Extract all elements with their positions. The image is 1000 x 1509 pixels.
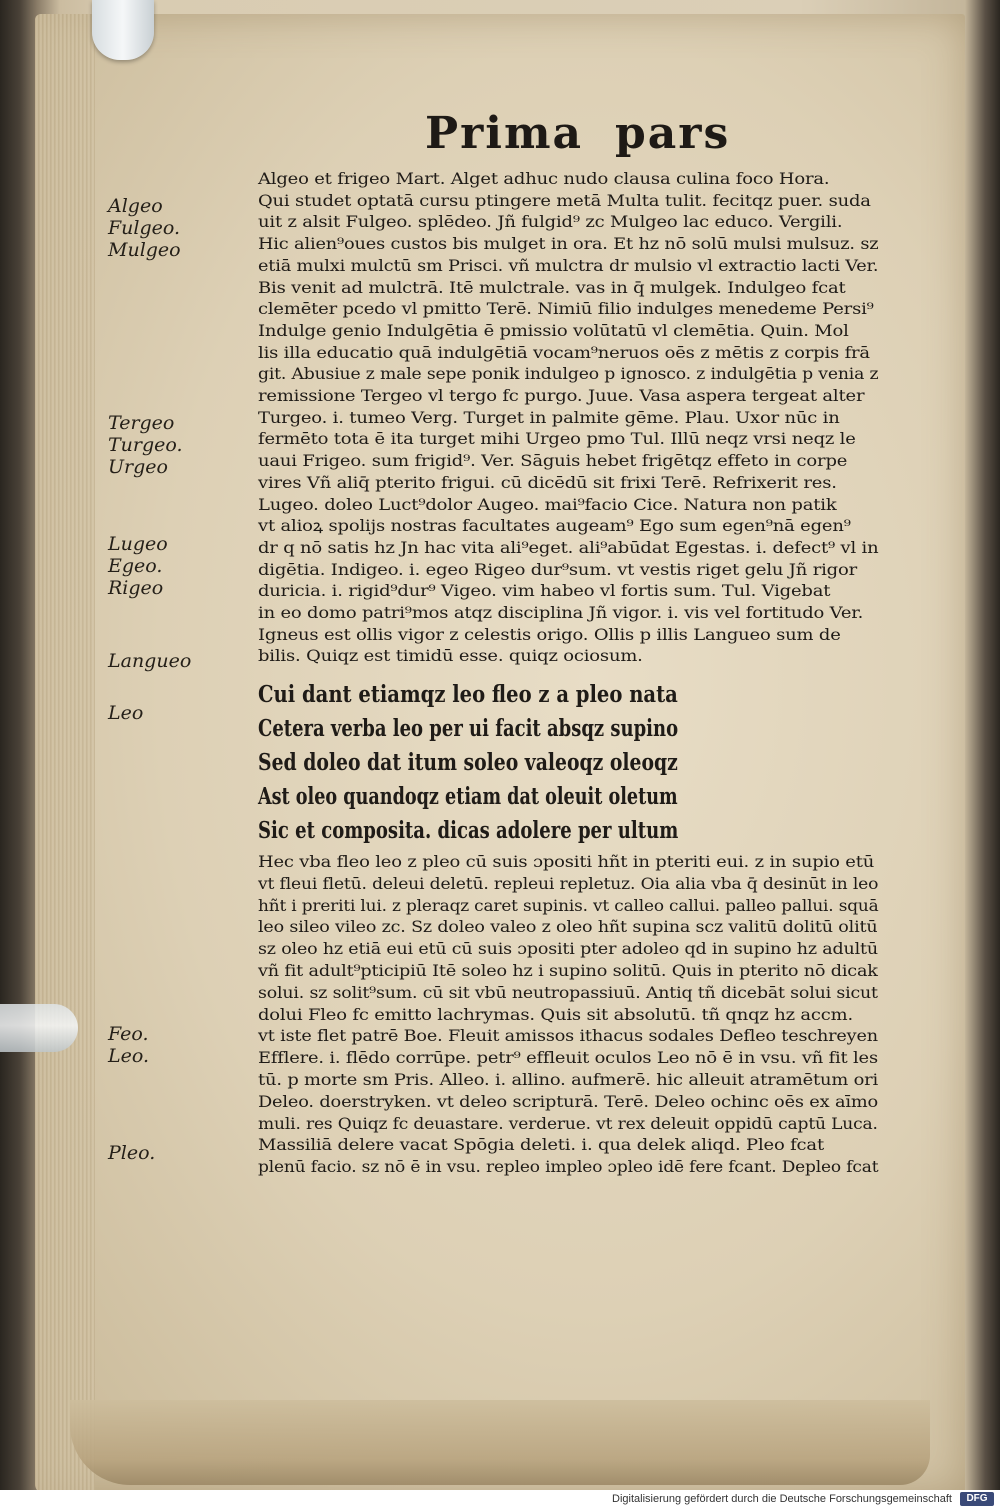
- text-line: Bis venit ad mulctrā. Itē mulctrale. vas in q̄ mulgek. Indulgeo fcat: [258, 278, 846, 297]
- margin-note: Turgeo.: [108, 434, 183, 456]
- text-line: vires Vñ aliq̄ pterito frigui. cū dicēdū sit frixi Terē. Refrixerit res.: [258, 473, 837, 492]
- text-line: bilis. Quiqz est timidū esse. quiqz ociosum.: [258, 647, 643, 666]
- margin-note: Lugeo: [108, 533, 168, 555]
- margin-note: Urgeo: [108, 456, 168, 478]
- header-word-pars: pars: [615, 108, 731, 159]
- footer-credit: Digitalisierung gefördert durch die Deutsche Forschungsgemeinschaft: [612, 1493, 952, 1505]
- margin-note: Rigeo: [108, 577, 164, 599]
- text-line: solui. sz solit⁹sum. cū sit vbū neutropassiuū. Antiq tñ dicebāt solui sicut: [258, 983, 878, 1002]
- text-line: in eo domo patri⁹mos atqz disciplina Jñ vigor. i. vis vel fortitudo Ver.: [258, 604, 864, 622]
- margin-note: Leo: [108, 702, 144, 724]
- verse-line: Cetera verba leo per ui facit absqz supino: [258, 715, 679, 742]
- text-line: lis illa educatio quā indulgētiā vocam⁹neruos oēs z mētis z corpis frā: [258, 343, 870, 362]
- text-line: tū. p morte sm Pris. Alleo. i. allino. aufmerē. hic alleuit atramētum ori: [258, 1071, 879, 1089]
- text-line: Algeo et frigeo Mart. Alget adhuc nudo clausa culina foco Hora.: [258, 170, 830, 188]
- margin-note: Fulgeo.: [108, 217, 181, 239]
- margin-note: Langueo: [108, 650, 192, 672]
- text-line: uit z alsit Fulgeo. splēdeo. Jñ fulgid⁹ zc Mulgeo lac educo. Vergili.: [258, 213, 843, 232]
- text-line: Hic alien⁹oues custos bis mulget in ora. Et hz nō solū mulsi mulsuz. sz: [258, 235, 879, 254]
- text-line: fermēto tota ē ita turget mihi Urgeo pmo Tul. Illū neqz vrsi neqz le: [258, 430, 856, 449]
- text-line: Igneus est ollis vigor z celestis origo. Ollis p illis Langueo sum de: [258, 625, 841, 644]
- text-line: uaui Frigeo. sum frigid⁹. Ver. Sāguis hebet frigētqz effeto in corpe: [258, 452, 848, 471]
- text-line: plenū facio. sz nō ē in vsu. repleo impleo ɔpleo idē fere fcant. Depleo fcat: [258, 1158, 879, 1177]
- text-line: dr q nō satis hz Jn hac vita ali⁹eget. ali⁹abūdat Egestas. i. defect⁹ vl in: [258, 538, 879, 557]
- page-clip-left: [0, 1004, 78, 1052]
- text-line: Turgeo. i. tumeo Verg. Turget in palmite gēme. Plau. Uxor nūc in: [258, 408, 840, 427]
- text-line: duricia. i. rigid⁹dur⁹ Vigeo. vim habeo vl fortis sum. Tul. Vigebat: [258, 582, 831, 601]
- text-line: Qui studet optatā cursu ptingere metā Multa tulit. fecitqz puer. suda: [258, 191, 871, 210]
- text-line: vt fleui fletū. deleui deletū. repleui repletuz. Oia alia vba q̄ desinūt in leo: [258, 874, 879, 893]
- text-line: digētia. Indigeo. i. egeo Rigeo dur⁹sum. vt vestis riget gelu Jñ rigor: [258, 560, 858, 579]
- text-line: Deleo. doerstryken. vt deleo scripturā. Terē. Deleo ochinc oēs ex aīmo: [258, 1092, 879, 1111]
- margin-note: Pleo.: [108, 1142, 156, 1164]
- text-line: vñ fit adult⁹pticipiū Itē soleo hz i supino solitū. Quis in pterito nō dicak: [258, 962, 878, 980]
- text-line: etiā mulxi mulctū sm Prisci. vñ mulctra dr mulsio vl extractio lacti Ver.: [258, 256, 879, 275]
- page-stack-edge: [35, 14, 95, 1494]
- text-line: dolui Fleo fc emitto lachrymas. Quis sit absolutū. tñ qnqz hz accm.: [258, 1005, 854, 1024]
- text-line: hñt i preriti lui. z pleraqz caret supinis. vt calleo callui. palleo pallui. squā: [258, 896, 879, 915]
- page-clip-top: [92, 0, 154, 60]
- margin-note: Feo.: [108, 1023, 149, 1045]
- text-line: Lugeo. doleo Luct⁹dolor Augeo. mai⁹facio Cice. Natura non patik: [258, 495, 837, 514]
- text-line: Efflere. i. flēdo corrūpe. petr⁹ effleuit oculos Leo nō ē in vsu. vñ fit les: [258, 1049, 878, 1068]
- text-line: leo sileo vileo zc. Sz doleo valeo z oleo hñt supina scz valitū dolitū olitū: [258, 918, 878, 937]
- running-header: [425, 108, 731, 168]
- margin-note: Mulgeo: [108, 239, 181, 261]
- text-line: clemēter pcedo vl pmitto Terē. Nimiū filio indulges menedeme Persi⁹: [258, 300, 874, 319]
- text-line: Hec vba fleo leo z pleo cū suis ɔpositi hñt in pteriti eui. z in supio etū: [258, 853, 875, 871]
- dfg-logo: DFG: [960, 1492, 994, 1506]
- margin-note: Algeo: [108, 195, 163, 217]
- text-line: git. Abusiue z male sepe ponik indulgeo p ignosco. z indulgētia p venia z: [258, 365, 879, 384]
- text-line: Massiliā delere vacat Spōgia deleti. i. qua delek aliqd. Pleo fcat: [258, 1136, 824, 1155]
- text-line: remissione Tergeo vl tergo fc purgo. Juue. Vasa aspera tergeat alter: [258, 387, 865, 405]
- margin-note: Egeo.: [108, 555, 163, 577]
- page-bottom-edge: [70, 1400, 930, 1485]
- margin-note: Tergeo: [108, 412, 175, 434]
- verse-line: Sic et composita. dicas adolere per ultum: [258, 817, 679, 844]
- verse-line: Ast oleo quandoqz etiam dat oleuit oletum: [258, 783, 678, 810]
- margin-note: Leo.: [108, 1045, 150, 1067]
- header-word-prima: Prima: [425, 108, 584, 159]
- verse-line: Sed doleo dat itum soleo valeoqz oleoqz: [258, 749, 678, 776]
- text-line: sz oleo hz etiā eui etū cū suis ɔpositi pter adoleo qd in supino hz adultū: [258, 940, 878, 959]
- text-line: muli. res Quiqz fc deuastare. verderue. vt rex deleuit oppidū captū Luca.: [258, 1114, 878, 1133]
- text-line: vt alioꝝ spolijs nostras facultates augeam⁹ Ego sum egen⁹nā egen⁹: [258, 517, 851, 536]
- text-line: vt iste flet patrē Boe. Fleuit amissos ithacus sodales Defleo teschreyen: [258, 1027, 878, 1046]
- verse-line: Cui dant etiamqz leo fleo z a pleo nata: [258, 681, 678, 708]
- text-line: Indulge genio Indulgētia ē pmissio volūtatū vl clemētia. Quin. Mol: [258, 321, 849, 340]
- footer-bar: [0, 1490, 1000, 1509]
